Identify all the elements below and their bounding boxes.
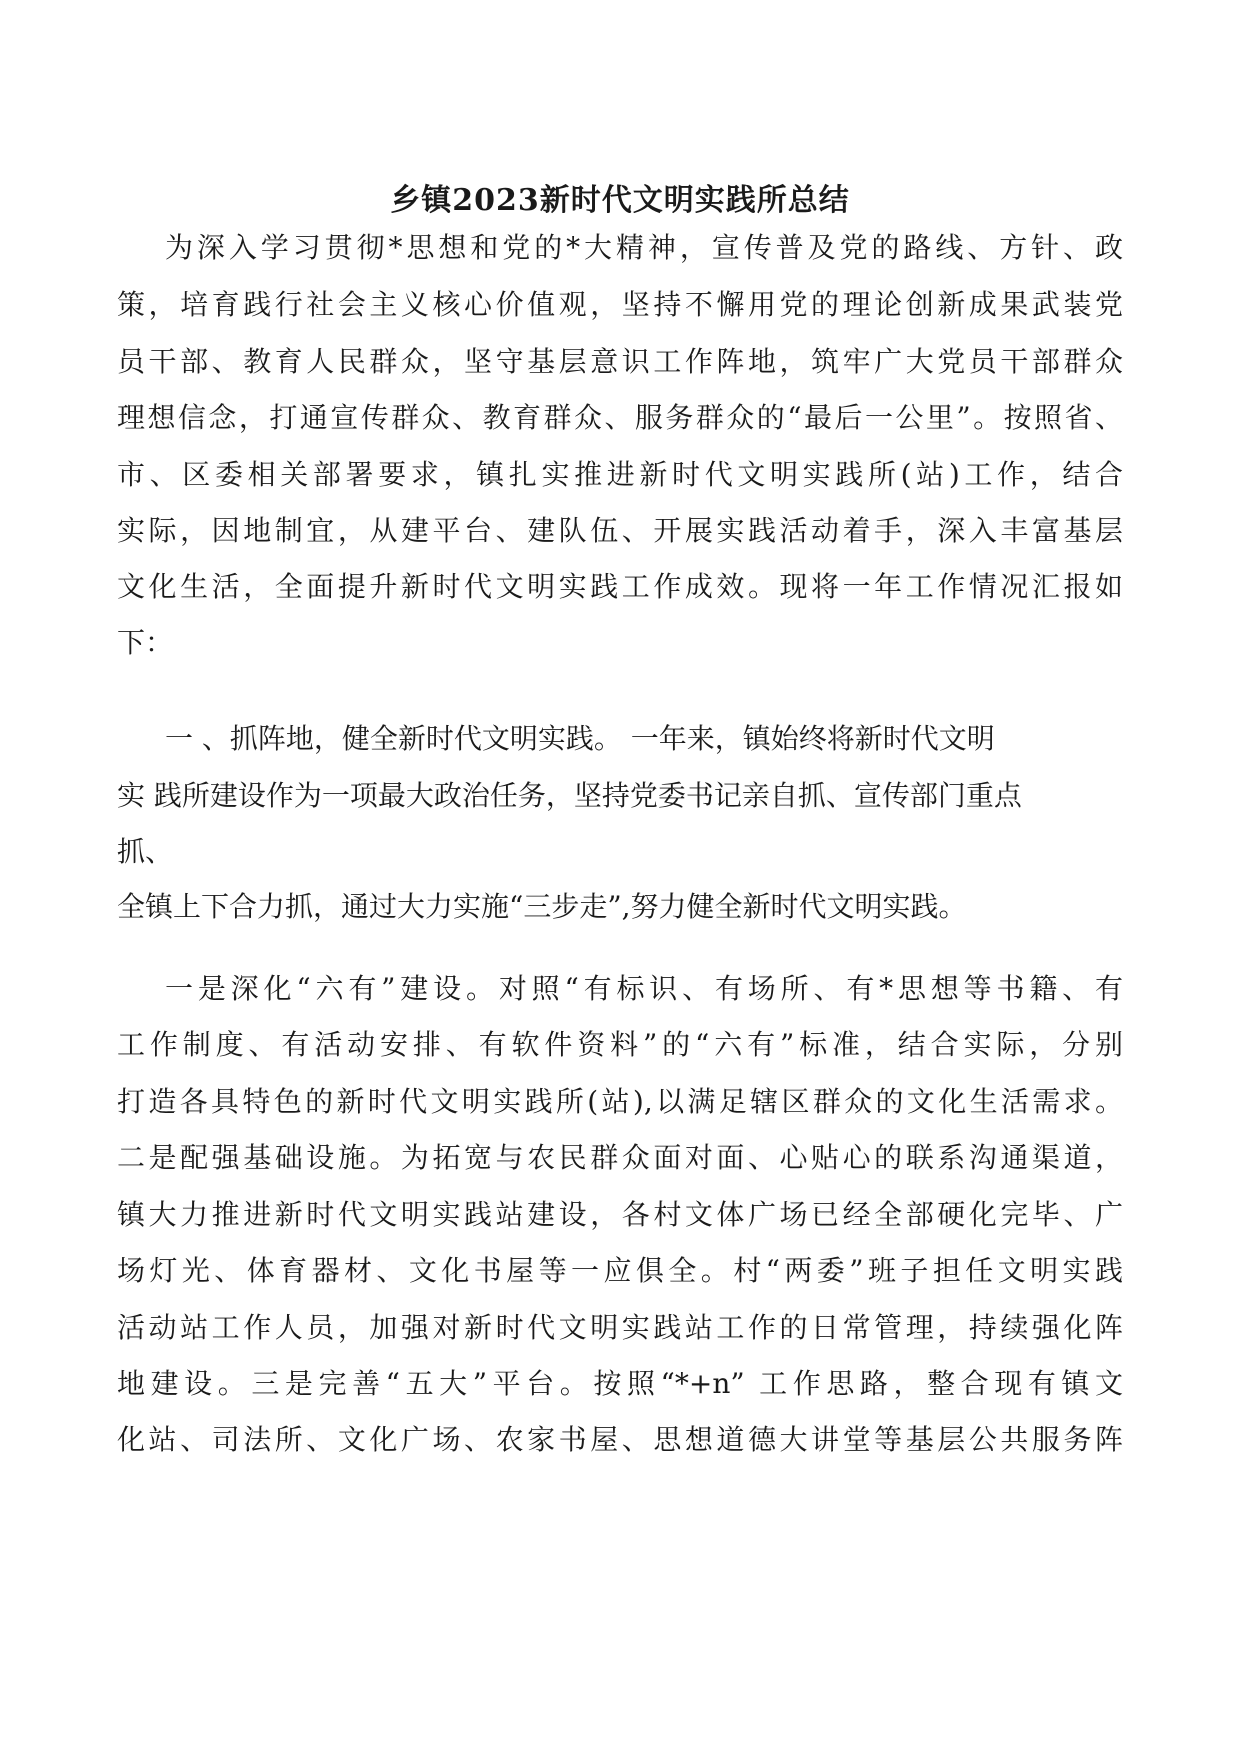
paragraph-line: 二是配强基础设施。为拓宽与农民群众面对面、心贴心的联系沟通渠道， [117, 1141, 1123, 1174]
paragraph-line: 文化生活，全面提升新时代文明实践工作成效。现将一年工作情况汇报如 [117, 570, 1123, 603]
paragraph-line: 化站、司法所、文化广场、农家书屋、思想道德大讲堂等基层公共服务阵 [117, 1423, 1123, 1456]
paragraph-line: 活动站工作人员，加强对新时代文明实践站工作的日常管理，持续强化阵 [117, 1311, 1123, 1344]
paragraph-line: 全镇上下合力抓，通过大力实施“三步走”,努力健全新时代文明实践。 [117, 890, 967, 923]
paragraph-line: 实 践所建设作为一项最大政治任务，坚持党委书记亲自抓、宣传部门重点 [117, 779, 1022, 812]
paragraph-line: 抓、 [117, 835, 174, 868]
document-title: 乡镇2023新时代文明实践所总结 [390, 183, 850, 218]
section-heading-line: 一 、抓阵地，健全新时代文明实践。 一年来，镇始终将新时代文明 [165, 722, 995, 755]
paragraph-line: 理想信念，打通宣传群众、教育群众、服务群众的“最后一公里”。按照省、 [117, 401, 1123, 434]
paragraph-line: 实际，因地制宜，从建平台、建队伍、开展实践活动着手，深入丰富基层 [117, 514, 1123, 547]
paragraph-line: 下： [117, 626, 174, 659]
paragraph-line: 一是深化“六有”建设。对照“有标识、有场所、有*思想等书籍、有 [165, 972, 1123, 1005]
paragraph-line: 打造各具特色的新时代文明实践所(站),以满足辖区群众的文化生活需求。 [117, 1085, 1123, 1118]
paragraph-line: 员干部、教育人民群众，坚守基层意识工作阵地，筑牢广大党员干部群众 [117, 345, 1123, 378]
paragraph-line: 工作制度、有活动安排、有软件资料”的“六有”标准，结合实际，分别 [117, 1028, 1123, 1061]
paragraph-line: 市、区委相关部署要求，镇扎实推进新时代文明实践所(站)工作，结合 [117, 458, 1123, 491]
paragraph-line: 地建设。三是完善“五大”平台。按照“*+n” 工作思路，整合现有镇文 [117, 1367, 1123, 1400]
paragraph-line: 策，培育践行社会主义核心价值观，坚持不懈用党的理论创新成果武装党 [117, 288, 1123, 321]
paragraph-line: 镇大力推进新时代文明实践站建设，各村文体广场已经全部硬化完毕、广 [117, 1198, 1123, 1231]
paragraph-line: 为深入学习贯彻*思想和党的*大精神，宣传普及党的路线、方针、政 [165, 231, 1123, 264]
paragraph-line: 场灯光、体育器材、文化书屋等一应俱全。村“两委”班子担任文明实践 [117, 1254, 1123, 1287]
